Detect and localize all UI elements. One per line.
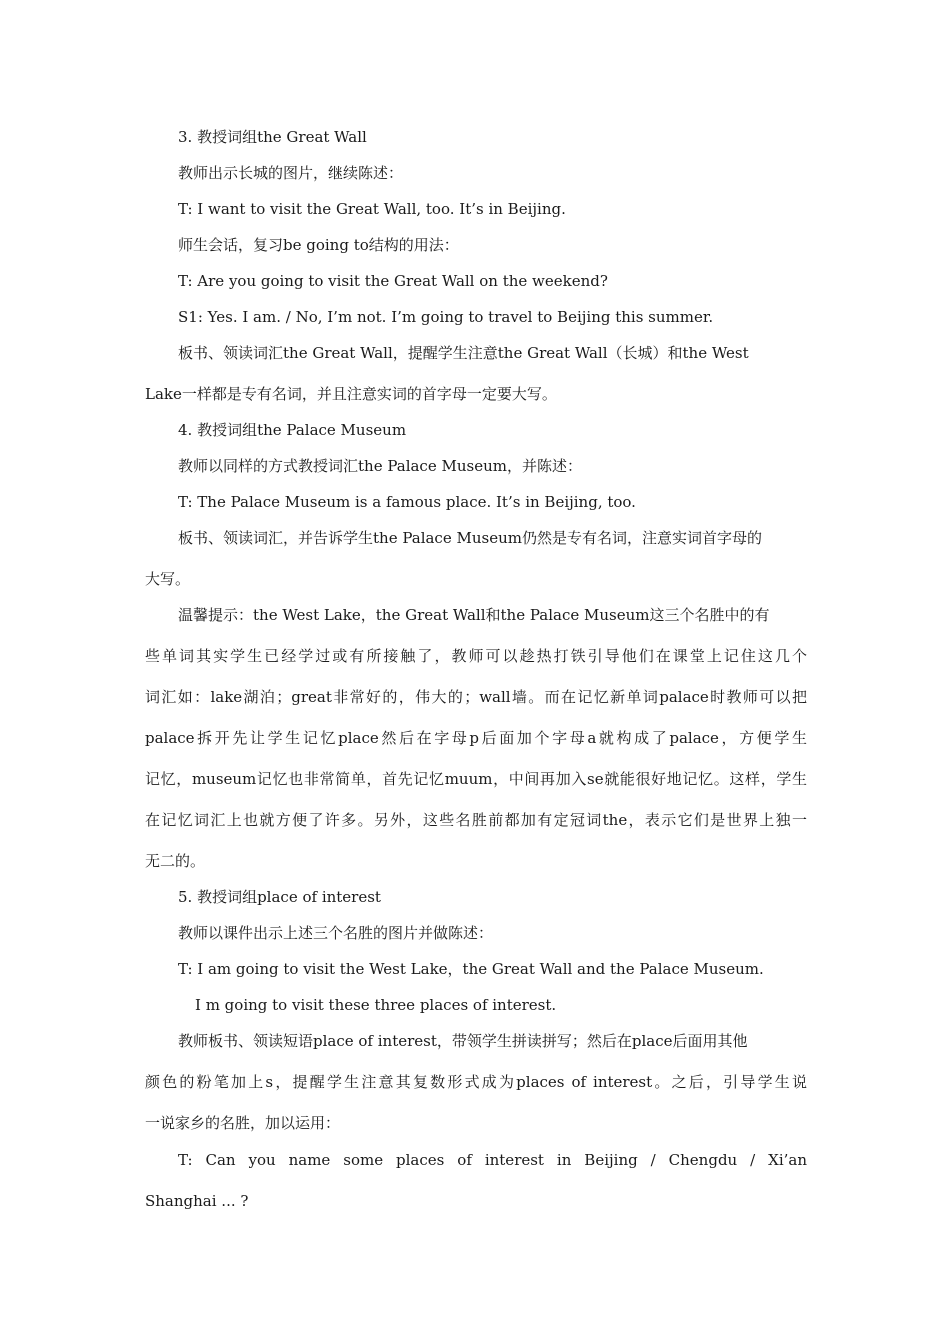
tip-line: 在记忆词汇上也就方便了许多。另外，这些名胜前都加有定冠词the，表示它们是世界上独一 bbox=[145, 811, 807, 829]
dialogue-line: T: I want to visit the Great Wall, too. It’s in Beijing. bbox=[178, 200, 566, 218]
paragraph-line: Lake一样都是专有名词，并且注意实词的首字母一定要大写。 bbox=[145, 385, 557, 403]
dialogue-line: T: Can you name some places of interest in Beijing / Chengdu / Xi’an bbox=[178, 1151, 807, 1169]
paragraph: 教师以课件出示上述三个名胜的图片并做陈述： bbox=[178, 924, 494, 942]
tip-line: 词汇如：lake湖泊；great非常好的，伟大的；wall墙。而在记忆新单词palace时教师可以把 bbox=[145, 688, 807, 706]
tip-line: 些单词其实学生已经学过或有所接触了，教师可以趁热打铁引导他们在课堂上记住这几个 bbox=[145, 647, 807, 665]
dialogue-line: T: I am going to visit the West Lake，the Great Wall and the Palace Museum. bbox=[178, 960, 764, 978]
dialogue-line: I m going to visit these three places of interest. bbox=[195, 996, 557, 1014]
dialogue-line: T: Are you going to visit the Great Wall on the weekend? bbox=[178, 272, 608, 290]
paragraph: 教师出示长城的图片，继续陈述： bbox=[178, 164, 404, 182]
paragraph-line: 板书、领读词汇the Great Wall，提醒学生注意the Great Wall（长城）和the West bbox=[178, 344, 749, 362]
tip-line: palace拆开先让学生记忆place然后在字母p后面加个字母a就构成了palace，方便学生 bbox=[145, 729, 807, 747]
paragraph-line: 教师板书、领读短语place of interest，带领学生拼读拼写；然后在place后面用其他 bbox=[178, 1032, 748, 1050]
paragraph: 师生会话，复习be going to结构的用法： bbox=[178, 236, 459, 254]
dialogue-line: Shanghai ... ? bbox=[145, 1192, 249, 1210]
heading-3: 3. 教授词组the Great Wall bbox=[178, 128, 367, 146]
paragraph-line: 颜色的粉笔加上s，提醒学生注意其复数形式成为places of interest。之后，引导学生说 bbox=[145, 1073, 807, 1091]
tip-line: 记忆，museum记忆也非常简单，首先记忆muum，中间再加入se就能很好地记忆。这样，学生 bbox=[145, 770, 807, 788]
tip-line: 温馨提示：the West Lake，the Great Wall和the Palace Museum这三个名胜中的有 bbox=[178, 606, 770, 624]
tip-line: 无二的。 bbox=[145, 852, 206, 870]
paragraph-line: 大写。 bbox=[145, 570, 191, 588]
dialogue-line: S1: Yes. I am. / No, I’m not. I’m going to travel to Beijing this summer. bbox=[178, 308, 714, 326]
dialogue-line: T: The Palace Museum is a famous place. It’s in Beijing, too. bbox=[178, 493, 636, 511]
paragraph-line: 一说家乡的名胜，加以运用： bbox=[145, 1114, 341, 1132]
paragraph: 教师以同样的方式教授词汇the Palace Museum，并陈述： bbox=[178, 457, 582, 475]
paragraph-line: 板书、领读词汇，并告诉学生the Palace Museum仍然是专有名词，注意实词首字母的 bbox=[178, 529, 762, 547]
heading-5: 5. 教授词组place of interest bbox=[178, 888, 381, 906]
heading-4: 4. 教授词组the Palace Museum bbox=[178, 421, 407, 439]
